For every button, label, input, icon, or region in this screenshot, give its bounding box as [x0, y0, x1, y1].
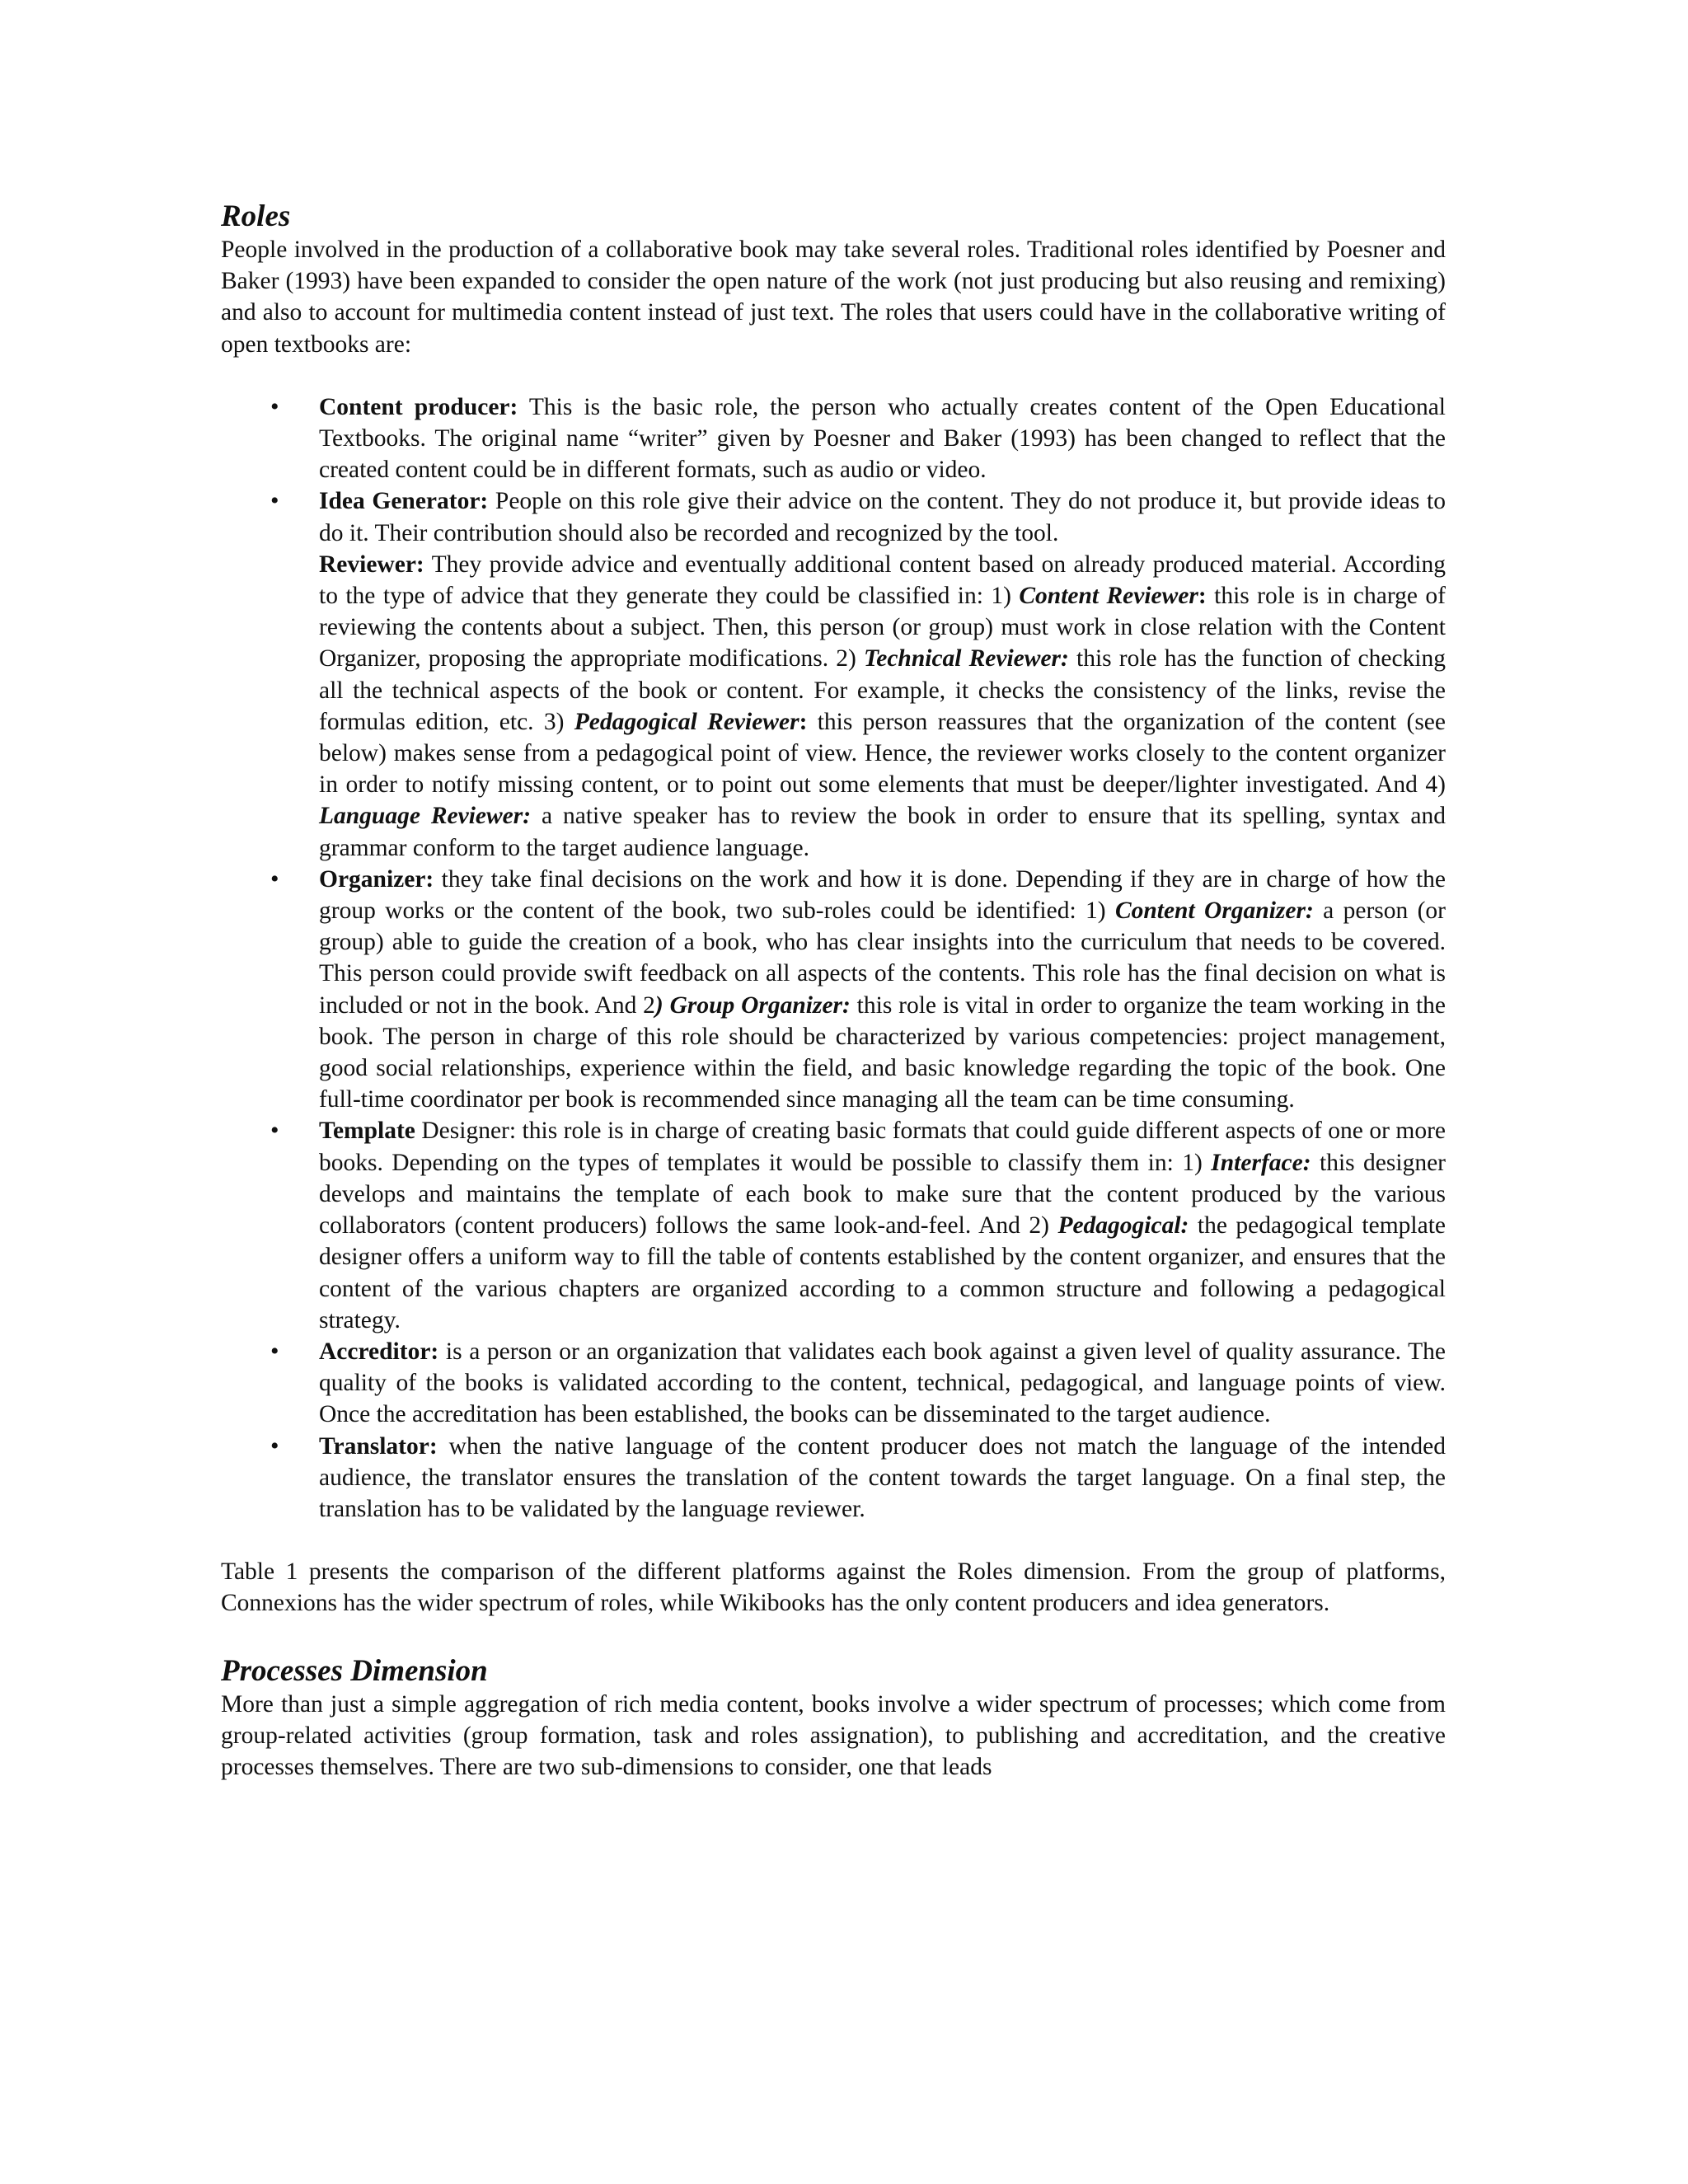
- list-item-content-producer: [221, 391, 1446, 486]
- term-group-organizer: ) Group Organizer:: [654, 991, 851, 1019]
- term-organizer: Organizer:: [319, 865, 434, 893]
- list-item-idea-generator: [221, 485, 1446, 863]
- term-translator: Translator:: [319, 1432, 438, 1460]
- table-1-paragraph: Table 1 presents the comparison of the different platforms against the Roles dimension. From the group of platforms, Connexions has the wider spectrum of roles, while Wikibooks has the only content producers and idea generators.: [221, 1558, 1446, 1617]
- list-item-organizer: [221, 864, 1446, 1116]
- term-template: Template: [319, 1118, 415, 1145]
- processes-heading: Processes Dimension: [221, 1653, 488, 1688]
- organizer-text-1: they take final decisions on the work and how it is done. Depending if they are in charge of how the group works or the content of the book, two sub-roles could be identified: 1): [319, 865, 1446, 925]
- organizer-text-2: a person (or group) able to guide the creation of a book, who has clear insights into the curriculum that needs to be covered. This person could provide swift feedback on all aspects of the contents. This role has the final decision on what is included or not in the book. And 2: [319, 898, 1447, 1019]
- roles-list: [221, 391, 1446, 1525]
- spacer: [221, 1525, 1446, 1556]
- roles-heading: Roles: [221, 199, 291, 233]
- term-content-producer: Content producer:: [319, 393, 518, 420]
- reviewer-text-2: this role is in charge of reviewing the contents about a subject. Then, this person (or group) must work in close relation with the Content Organizer, proposing the appropriate modifications. 2): [319, 583, 1446, 673]
- list-item-template: [221, 1115, 1446, 1335]
- term-interface: Interface:: [1211, 1149, 1311, 1176]
- reviewer-text-5: a native speaker has to review the book in order to ensure that its spelling, syntax and grammar conform to the target audience language.: [319, 803, 1447, 861]
- desc-translator: when the native language of the content producer does not match the language of the intended audience, the translator ensures the translation of the content towards the target language. On a final step, the translation has to be validated by the language reviewer.: [319, 1432, 1446, 1522]
- term-pedagogical: Pedagogical:: [1057, 1212, 1189, 1240]
- term-technical-reviewer: Technical Reviewer:: [863, 645, 1069, 673]
- reviewer-text-4: this person reassures that the organization of the content (see below) makes sense from a pedagogical point of view. Hence, the reviewer works closely to the content organizer in order to notify missing content, or to point out some elements that must be deeper/lighter investigated. And 4): [319, 708, 1446, 799]
- term-language-reviewer: Language Reviewer:: [319, 803, 532, 830]
- term-content-reviewer: Content Reviewer: [1019, 583, 1198, 610]
- term-reviewer: Reviewer:: [319, 551, 424, 578]
- term-accreditor: Accreditor:: [319, 1338, 439, 1365]
- term-idea-generator: Idea Generator:: [319, 488, 489, 515]
- document-page: [221, 199, 1446, 1783]
- reviewer-text-3: this role has the function of checking all the technical aspects of the book or content. For example, it checks the consistency of the links, revise the formulas edition, etc. 3): [319, 645, 1447, 735]
- term-content-organizer: Content Organizer:: [1114, 898, 1314, 925]
- desc-content-producer: This is the basic role, the person who actually creates content of the Open Educational Textbooks. The original name “writer” given by Poesner and Baker (1993) has been changed to reflect that the created content could be in different formats, such as audio or video.: [319, 393, 1446, 484]
- organizer-text-3: this role is vital in order to organize the team working in the book. The person in charge of this role should be characterized by various competencies: project management, good social relationships, experience within the field, and basic knowledge regarding the topic of the book. One full-time coordinator per book is recommended since managing all the team can be time consuming.: [319, 991, 1447, 1113]
- pedagogical-reviewer-colon: :: [799, 708, 808, 735]
- reviewer-block: [319, 549, 1446, 864]
- content-reviewer-colon: :: [1198, 583, 1207, 610]
- desc-accreditor: is a person or an organization that validates each book against a given level of quality assurance. The quality of the books is validated according to the content, technical, pedagogical, and language points of view. Once the accreditation has been established, the books can be disseminated to the target audience.: [319, 1338, 1446, 1428]
- template-text-3: the pedagogical template designer offers a uniform way to fill the table of contents established by the content organizer, and ensures that the content of the various chapters are organized according to a common structure and following a pedagogical strategy.: [319, 1212, 1446, 1333]
- spacer: [221, 1619, 1446, 1654]
- processes-paragraph: More than just a simple aggregation of rich media content, books involve a wider spectrum of processes; which come from group-related activities (group formation, task and roles assignation), to publishing and accreditation, and the creative processes themselves. There are two sub-dimensions to consider, one that leads: [221, 1690, 1446, 1780]
- desc-idea-generator: People on this role give their advice on the content. They do not produce it, but provide ideas to do it. Their contribution should also be recorded and recognized by the tool.: [319, 488, 1446, 546]
- list-item-translator: [221, 1431, 1446, 1526]
- term-pedagogical-reviewer: Pedagogical Reviewer: [574, 708, 799, 735]
- template-text-2: this designer develops and maintains the template of each book to make sure that the content produced by the various collaborators (content producers) follows the same look-and-feel. And 2): [319, 1149, 1446, 1240]
- roles-intro-paragraph: People involved in the production of a collaborative book may take several roles. Traditional roles identified by Poesner and Baker (1993) have been expanded to consider the open nature of the work (not just producing but also reusing and remixing) and also to account for multimedia content instead of just text. The roles that users could have in the collaborative writing of open textbooks are:: [221, 237, 1446, 358]
- reviewer-text-1: They provide advice and eventually additional content based on already produced material. According to the type of advice that they generate they could be classified in: 1): [319, 551, 1446, 610]
- list-item-accreditor: [221, 1336, 1446, 1431]
- template-text-1: Designer: this role is in charge of creating basic formats that could guide different aspects of one or more books. Depending on the types of templates it would be possible to classify them in: 1): [319, 1118, 1446, 1176]
